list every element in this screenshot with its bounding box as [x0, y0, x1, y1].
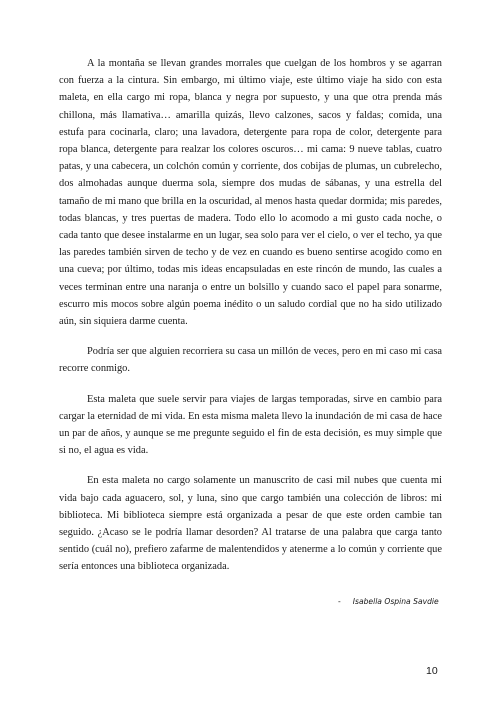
author-name: Isabella Ospina Savdie [352, 597, 439, 606]
author-signature [338, 597, 439, 606]
paragraph-2: Podría ser que alguien recorriera su casa un millón de veces, pero en mi caso mi casa recorre conmigo. [59, 346, 442, 375]
body-text [59, 55, 442, 589]
paragraph-4: En esta maleta no cargo solamente un manuscrito de casi mil nubes que cuenta mi vida bajo cada aguacero, sol, y luna, sino que cargo también una colección de libros: mi biblioteca. Mi biblioteca siempre está organizada a pesar de que este orden cambie tan seguido. ¿Acaso se le podría llamar desorden? Al tratarse de una palabra que carga tanto sentido (cuál no), prefiero zafarme de malentendidos y atenerme a lo común y corriente que sería entonces una biblioteca organizada. [59, 475, 442, 573]
paragraph-1: A la montaña se llevan grandes morrales que cuelgan de los hombros y se agarran con fuerza a la cintura. Sin embargo, mi último viaje, este último viaje ha sido con esta maleta, en ella cargo mi ropa, blanca y negra por supuesto, y una que otra prenda más chillona, más llamativa… amarilla quizás, llevo calzones, sacos y faldas; comida, una estufa para cocinarla, claro; una lavadora, detergente para ropa de color, detergente para ropa blanca, detergente para realzar los colores oscuros… mi cama: 9 nueve tablas, cuatro patas, y una cabecera, un colchón común y corriente, dos cobijas de plumas, un cubrelecho, dos almohadas aunque duerma sola, siempre dos mudas de sábanas, y una estrella del tamaño de mi mano que brilla en la oscuridad, al menos hasta quedar dormida; mis paredes, todas blancas, y tres puertas de madera. Todo ello lo acomodo a mi gusto cada noche, o cada tanto que desee instalarme en un lugar, sea solo para ver el cielo, o ver el techo, ya que las paredes también sirven de techo y de vez en cuando es bueno sentirse acogido como en una cueva; por último, todas mis ideas encapsuladas en este rincón de mundo, las cuales a veces terminan entre una naranja o entre un bolsillo y cuando saco el papel para sonarme, escurro mis mocos sobre algún poema inédito o un saludo cordial que no ha sido utilizado aún, sin siquiera darme cuenta. [59, 58, 442, 328]
paragraph-3: Esta maleta que suele servir para viajes de largas temporadas, sirve en cambio para cargar la eternidad de mi vida. En esta misma maleta llevo la inundación de mi casa de hace un par de años, y aunque se me pregunte seguido el fin de esta decisión, es muy simple que si no, el agua es vida. [59, 393, 442, 457]
page-number: 10 [426, 665, 438, 677]
signature-dash: - [338, 597, 341, 606]
